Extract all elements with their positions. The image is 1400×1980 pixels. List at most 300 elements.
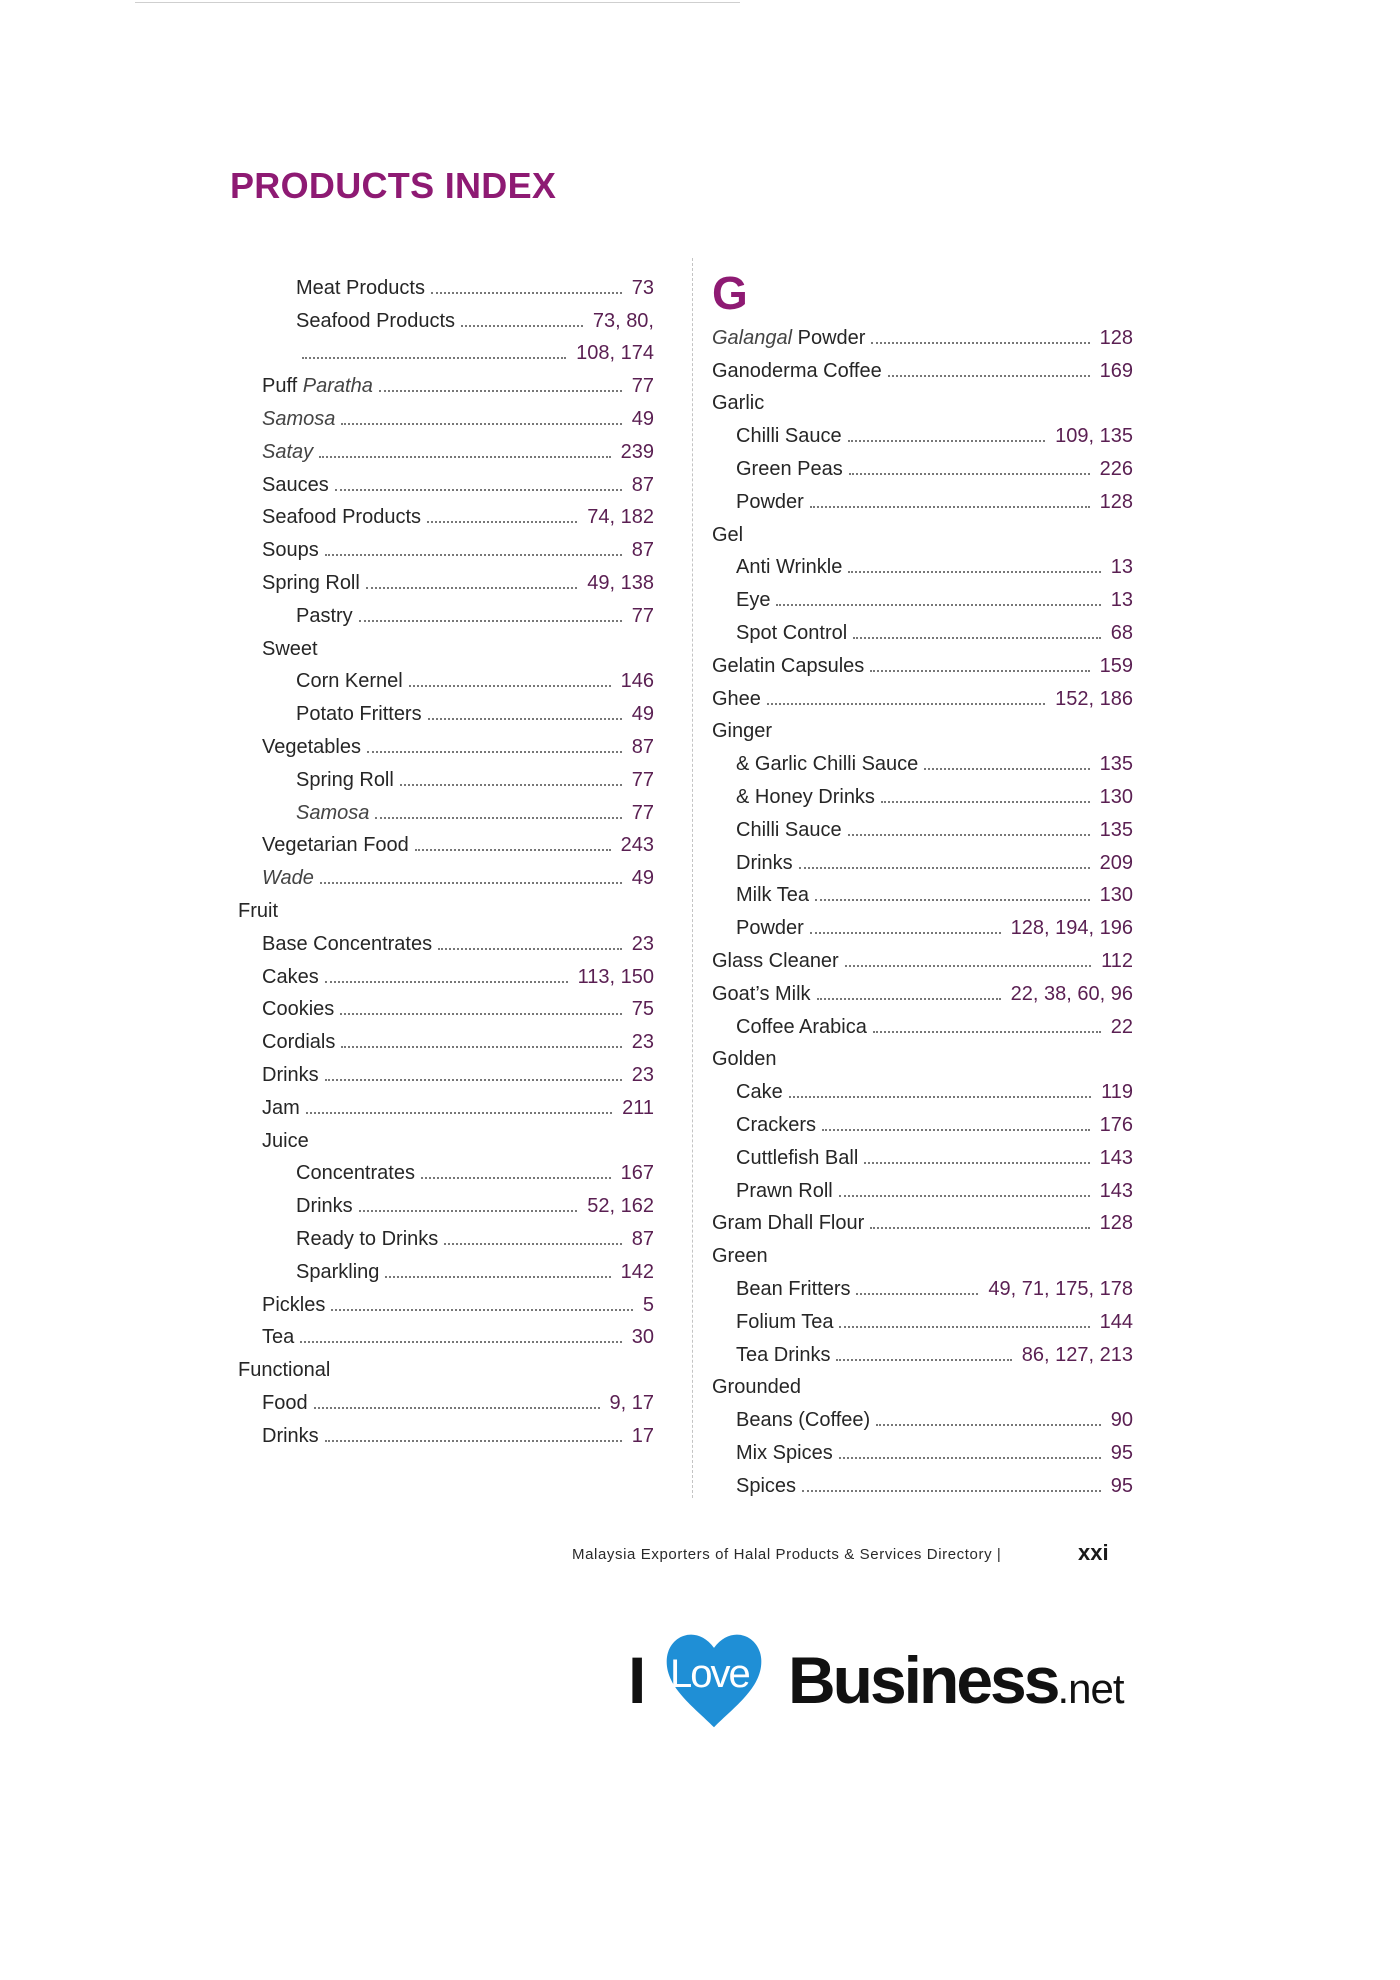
dot-leader (428, 718, 622, 720)
index-term (712, 522, 743, 548)
dot-leader (400, 784, 622, 786)
index-page-numbers: 9, 17 (609, 1391, 654, 1414)
index-term (736, 554, 842, 580)
index-term-text: Cakes (262, 965, 319, 988)
index-entry (238, 924, 658, 957)
index-term (736, 1473, 796, 1499)
index-term-italic: Galangal (712, 326, 793, 349)
index-term-text: Drinks (296, 1195, 353, 1218)
index-page-numbers: 130 (1099, 785, 1133, 808)
index-page-numbers: 144 (1099, 1310, 1133, 1333)
index-entry (238, 1318, 658, 1351)
index-term (296, 1160, 415, 1186)
index-term-text: Crackers (736, 1113, 817, 1136)
dot-leader (848, 440, 1046, 442)
index-term-text: Beans (Coffee) (736, 1409, 871, 1432)
index-entry (238, 1186, 658, 1219)
index-page-numbers: 30 (631, 1326, 654, 1349)
index-term (712, 1046, 777, 1072)
dot-leader (864, 1162, 1089, 1164)
index-entry (238, 399, 658, 432)
index-term-text: Anti Wrinkle (736, 556, 843, 579)
index-term-text: Milk Tea (736, 884, 809, 907)
index-term (296, 668, 403, 694)
index-term-text: Functional (238, 1359, 331, 1382)
index-page-numbers: 75 (631, 998, 654, 1021)
index-right-entries (712, 318, 1137, 1499)
dot-leader (767, 703, 1045, 705)
index-term-text: Golden (712, 1048, 777, 1071)
index-term (712, 718, 772, 744)
index-page-numbers: 128 (1099, 490, 1133, 513)
page-title: PRODUCTS INDEX (230, 165, 557, 206)
index-entry (712, 1040, 1137, 1073)
index-page-numbers: 95 (1110, 1441, 1133, 1464)
index-term-italic: Samosa (296, 801, 370, 824)
index-term-text: Potato Fritters (296, 703, 422, 726)
index-entry (712, 1368, 1137, 1401)
dot-leader (320, 882, 622, 884)
index-entry (712, 548, 1137, 581)
dot-leader (359, 620, 622, 622)
index-entry (238, 1252, 658, 1285)
index-term (712, 390, 764, 416)
index-term-italic: Samosa (262, 407, 336, 430)
dot-leader (776, 604, 1100, 606)
index-term (712, 358, 882, 384)
index-page-numbers: 74, 182 (587, 506, 654, 529)
index-term (736, 1112, 816, 1138)
index-term (262, 1029, 335, 1055)
dot-leader (427, 521, 577, 523)
index-entry (238, 1219, 658, 1252)
index-page-numbers: 87 (631, 539, 654, 562)
index-term-text: Pastry (296, 604, 353, 627)
index-term-text: Green (712, 1245, 768, 1268)
dot-leader (873, 1031, 1101, 1033)
dot-leader (415, 849, 611, 851)
index-page-numbers: 77 (631, 768, 654, 791)
dot-leader (359, 1210, 578, 1212)
index-term (736, 587, 770, 613)
index-page-numbers: 90 (1110, 1409, 1133, 1432)
index-entry (238, 1285, 658, 1318)
index-entry (238, 530, 658, 563)
index-page-numbers: 109, 135 (1055, 425, 1133, 448)
index-term-text: Cake (736, 1081, 783, 1104)
index-term-text: Gelatin Capsules (712, 654, 865, 677)
dot-leader (799, 867, 1090, 869)
index-term-text: Mix Spices (736, 1441, 833, 1464)
index-entry (712, 974, 1137, 1007)
index-entry (712, 449, 1137, 482)
index-term (296, 275, 425, 301)
index-entry (238, 1121, 658, 1154)
index-term (736, 456, 843, 482)
dot-leader (856, 1293, 978, 1295)
index-term-text: Chilli Sauce (736, 818, 842, 841)
index-page-numbers: 22 (1110, 1015, 1133, 1038)
index-page-numbers: 135 (1099, 753, 1133, 776)
index-term (736, 1440, 833, 1466)
index-term (736, 850, 793, 876)
index-page-numbers: 49 (631, 703, 654, 726)
dot-leader (325, 1079, 622, 1081)
dot-leader (325, 554, 622, 556)
index-term-text: Glass Cleaner (712, 949, 839, 972)
index-term (262, 931, 432, 957)
index-page-numbers: 239 (620, 440, 654, 463)
index-term-text: Drinks (262, 1063, 319, 1086)
index-entry (238, 957, 658, 990)
dot-leader (876, 1424, 1101, 1426)
index-entry (712, 941, 1137, 974)
index-page-numbers: 87 (631, 735, 654, 758)
index-term-text: Gram Dhall Flour (712, 1212, 865, 1235)
dot-leader (421, 1177, 611, 1179)
dot-leader (845, 965, 1091, 967)
index-term-text: Meat Products (296, 276, 425, 299)
index-entry (238, 563, 658, 596)
index-term (262, 734, 361, 760)
index-entry (238, 858, 658, 891)
index-term (262, 996, 334, 1022)
index-term-text: Spring Roll (262, 571, 360, 594)
index-entry (712, 1105, 1137, 1138)
index-term (238, 898, 278, 924)
index-term-text: Vegetarian Food (262, 834, 409, 857)
dot-leader (789, 1096, 1091, 1098)
index-term-text: Ready to Drinks (296, 1227, 439, 1250)
index-page-numbers: 226 (1099, 457, 1133, 480)
index-entry (712, 1302, 1137, 1335)
index-entry (238, 596, 658, 629)
dot-leader (341, 423, 621, 425)
index-term-text: Gel (712, 523, 744, 546)
dot-leader (810, 506, 1090, 508)
index-term-text: Food (262, 1391, 308, 1414)
dot-leader (306, 1112, 612, 1114)
index-term-text: Seafood Products (296, 309, 455, 332)
dot-leader (302, 357, 566, 359)
index-term-italic: Paratha (302, 375, 373, 398)
index-page-numbers: 23 (631, 1063, 654, 1086)
index-page-numbers: 119 (1101, 1081, 1133, 1104)
index-page-numbers: 130 (1099, 884, 1133, 907)
index-page-numbers: 128 (1099, 1212, 1133, 1235)
index-page-numbers: 49, 71, 175, 178 (988, 1277, 1133, 1300)
index-term-text: Sweet (262, 637, 318, 660)
index-entry (238, 1383, 658, 1416)
index-term (736, 489, 804, 515)
index-term-text: Chilli Sauce (736, 425, 842, 448)
index-term (262, 865, 314, 891)
index-entry (238, 1416, 658, 1449)
index-left-column (238, 268, 658, 1449)
index-term (262, 1062, 319, 1088)
index-term (712, 948, 839, 974)
index-entry (238, 793, 658, 826)
index-term (262, 636, 318, 662)
dot-leader (870, 670, 1089, 672)
index-page-numbers: 17 (631, 1424, 654, 1447)
dot-leader (367, 751, 622, 753)
index-entry (238, 366, 658, 399)
index-page-numbers: 77 (631, 801, 654, 824)
index-entry (238, 301, 658, 334)
dot-leader (839, 1195, 1090, 1197)
index-page-numbers: 95 (1110, 1474, 1133, 1497)
index-term-text: Tea (262, 1326, 295, 1349)
index-term (262, 1390, 308, 1416)
index-term-text: Ghee (712, 687, 761, 710)
index-term-text: & Garlic Chilli Sauce (736, 753, 919, 776)
top-rule (135, 2, 740, 3)
index-entry (238, 1055, 658, 1088)
index-term (712, 1210, 864, 1236)
index-page-numbers: 112 (1101, 949, 1133, 972)
index-entry (712, 1433, 1137, 1466)
index-term-text: Spices (736, 1474, 797, 1497)
index-term-text: Tea Drinks (736, 1343, 831, 1366)
index-entry (712, 1204, 1137, 1237)
index-term (712, 1374, 801, 1400)
index-term-text: Spot Control (736, 621, 848, 644)
index-term-text: Drinks (736, 851, 793, 874)
index-entry (238, 990, 658, 1023)
index-entry (712, 712, 1137, 745)
index-term (736, 1014, 867, 1040)
index-term (296, 800, 369, 826)
dot-leader (881, 801, 1090, 803)
index-entry (712, 646, 1137, 679)
index-entry (238, 662, 658, 695)
dot-leader (870, 1227, 1089, 1229)
index-entry (712, 1466, 1137, 1499)
index-entry (712, 482, 1137, 515)
index-entry (712, 1171, 1137, 1204)
index-page-numbers: 108, 174 (576, 342, 654, 365)
dot-leader (375, 817, 621, 819)
index-term-text: Seafood Products (262, 506, 421, 529)
dot-leader (319, 456, 610, 458)
dot-leader (325, 981, 568, 983)
index-term-text: Goat’s Milk (712, 982, 811, 1005)
index-term (262, 1292, 325, 1318)
dot-leader (335, 489, 622, 491)
logo-business-word: Business (788, 1643, 1058, 1717)
index-page-numbers: 23 (631, 932, 654, 955)
index-term (296, 701, 422, 727)
dot-leader (340, 1013, 621, 1015)
section-letter: G (712, 267, 748, 319)
index-term-text: Fruit (238, 899, 278, 922)
index-term-text: Sparkling (296, 1260, 380, 1283)
dot-leader (839, 1457, 1101, 1459)
index-term-text: Juice (262, 1129, 309, 1152)
dot-leader (431, 292, 622, 294)
index-term-text: Prawn Roll (736, 1179, 833, 1202)
index-entry (712, 679, 1137, 712)
index-term-text: Soups (262, 539, 319, 562)
dot-leader (300, 1341, 622, 1343)
index-page-numbers: 159 (1099, 654, 1133, 677)
index-term (736, 1407, 870, 1433)
dot-leader (836, 1359, 1011, 1361)
dot-leader (341, 1046, 621, 1048)
index-term (262, 1423, 319, 1449)
index-page-numbers: 146 (620, 670, 654, 693)
index-page-numbers: 73 (631, 276, 654, 299)
index-term-text: Ganoderma Coffee (712, 359, 882, 382)
index-entry (238, 432, 658, 465)
index-term-italic: Satay (262, 440, 314, 463)
index-term-text: Cookies (262, 998, 335, 1021)
index-term-text: Sauces (262, 473, 329, 496)
index-term-text: Folium Tea (736, 1310, 834, 1333)
index-term (712, 981, 811, 1007)
logo-business (788, 1642, 1124, 1718)
index-term-text: & Honey Drinks (736, 785, 875, 808)
index-term (262, 964, 319, 990)
dot-leader (325, 1440, 622, 1442)
index-term (736, 1342, 830, 1368)
index-entry (712, 318, 1137, 351)
index-term-text: Eye (736, 589, 771, 612)
index-term-text: Cuttlefish Ball (736, 1146, 859, 1169)
index-entry (712, 744, 1137, 777)
index-page-numbers: 176 (1099, 1113, 1133, 1136)
index-entry (238, 760, 658, 793)
index-page-numbers: 77 (631, 604, 654, 627)
index-page-numbers: 87 (631, 1227, 654, 1250)
dot-leader (461, 325, 583, 327)
index-entry (712, 777, 1137, 810)
index-entry (238, 826, 658, 859)
dot-leader (817, 998, 1001, 1000)
index-entry (712, 810, 1137, 843)
dot-leader (438, 948, 622, 950)
index-term-text: Cordials (262, 1031, 336, 1054)
index-entry (238, 1022, 658, 1055)
dot-leader (848, 834, 1090, 836)
index-entry (712, 613, 1137, 646)
index-page-numbers: 128, 194, 196 (1010, 917, 1133, 940)
index-term (736, 1079, 783, 1105)
dot-leader (314, 1407, 600, 1409)
dot-leader (924, 768, 1089, 770)
index-page-numbers: 135 (1099, 818, 1133, 841)
index-term (736, 620, 847, 646)
index-entry (712, 908, 1137, 941)
index-term-text: Bean Fritters (736, 1277, 851, 1300)
index-term-text: Powder (792, 326, 866, 349)
index-entry (712, 876, 1137, 909)
index-page-numbers: 169 (1099, 359, 1133, 382)
index-term (262, 373, 373, 399)
logo-i: I (628, 1643, 645, 1717)
index-page-numbers: 68 (1110, 621, 1133, 644)
index-entry (712, 1236, 1137, 1269)
index-term (238, 1357, 330, 1383)
index-entry (238, 1350, 658, 1383)
index-term (736, 882, 809, 908)
index-entry (712, 1007, 1137, 1040)
index-term (262, 832, 409, 858)
index-entry (712, 1335, 1137, 1368)
index-term (736, 1178, 833, 1204)
index-term (736, 751, 918, 777)
index-term-text: Corn Kernel (296, 670, 403, 693)
index-entry (712, 1138, 1137, 1171)
dot-leader (888, 375, 1090, 377)
index-term (296, 1193, 353, 1219)
index-page-numbers: 143 (1099, 1146, 1133, 1169)
index-term (262, 1324, 294, 1350)
dot-leader (848, 571, 1100, 573)
index-term (262, 537, 319, 563)
index-term-text: Puff (262, 375, 303, 398)
dot-leader (802, 1490, 1101, 1492)
index-term-text: Ginger (712, 720, 773, 743)
index-page-numbers: 23 (631, 1031, 654, 1054)
index-term (296, 1226, 438, 1252)
index-entry (238, 629, 658, 662)
index-term (712, 686, 761, 712)
index-term (736, 1145, 858, 1171)
index-term-text: Base Concentrates (262, 932, 433, 955)
index-page-numbers: 13 (1110, 556, 1133, 579)
index-page-numbers: 209 (1099, 851, 1133, 874)
index-page-numbers: 5 (642, 1293, 654, 1316)
index-entry (238, 334, 658, 367)
index-entry (238, 891, 658, 924)
watermark-logo (628, 1620, 1124, 1740)
index-term-text: Drinks (262, 1424, 319, 1447)
index-term-text: Coffee Arabica (736, 1015, 867, 1038)
index-term-text: Garlic (712, 392, 765, 415)
index-page-numbers: 22, 38, 60, 96 (1010, 982, 1133, 1005)
index-term-text: Jam (262, 1096, 300, 1119)
index-page-numbers: 128 (1099, 326, 1133, 349)
index-page-numbers: 143 (1099, 1179, 1133, 1202)
index-term (262, 1095, 300, 1121)
index-term (296, 603, 353, 629)
index-term (712, 653, 864, 679)
logo-net: .net (1057, 1665, 1124, 1712)
index-term (296, 767, 394, 793)
index-page-numbers: 87 (631, 473, 654, 496)
dot-leader (331, 1309, 633, 1311)
index-entry (238, 694, 658, 727)
index-term (262, 406, 335, 432)
index-page-numbers: 113, 150 (577, 965, 654, 988)
index-term (712, 325, 865, 351)
index-entry (238, 465, 658, 498)
index-term (262, 504, 421, 530)
dot-leader (815, 899, 1090, 901)
dot-leader (839, 1326, 1089, 1328)
index-term (736, 784, 875, 810)
dot-leader (849, 473, 1090, 475)
index-page-numbers: 77 (631, 375, 654, 398)
index-term (262, 439, 313, 465)
index-term-text: Powder (736, 917, 804, 940)
index-entry (712, 515, 1137, 548)
index-term-text: Powder (736, 490, 804, 513)
index-entry (238, 727, 658, 760)
index-page-numbers: 142 (620, 1260, 654, 1283)
